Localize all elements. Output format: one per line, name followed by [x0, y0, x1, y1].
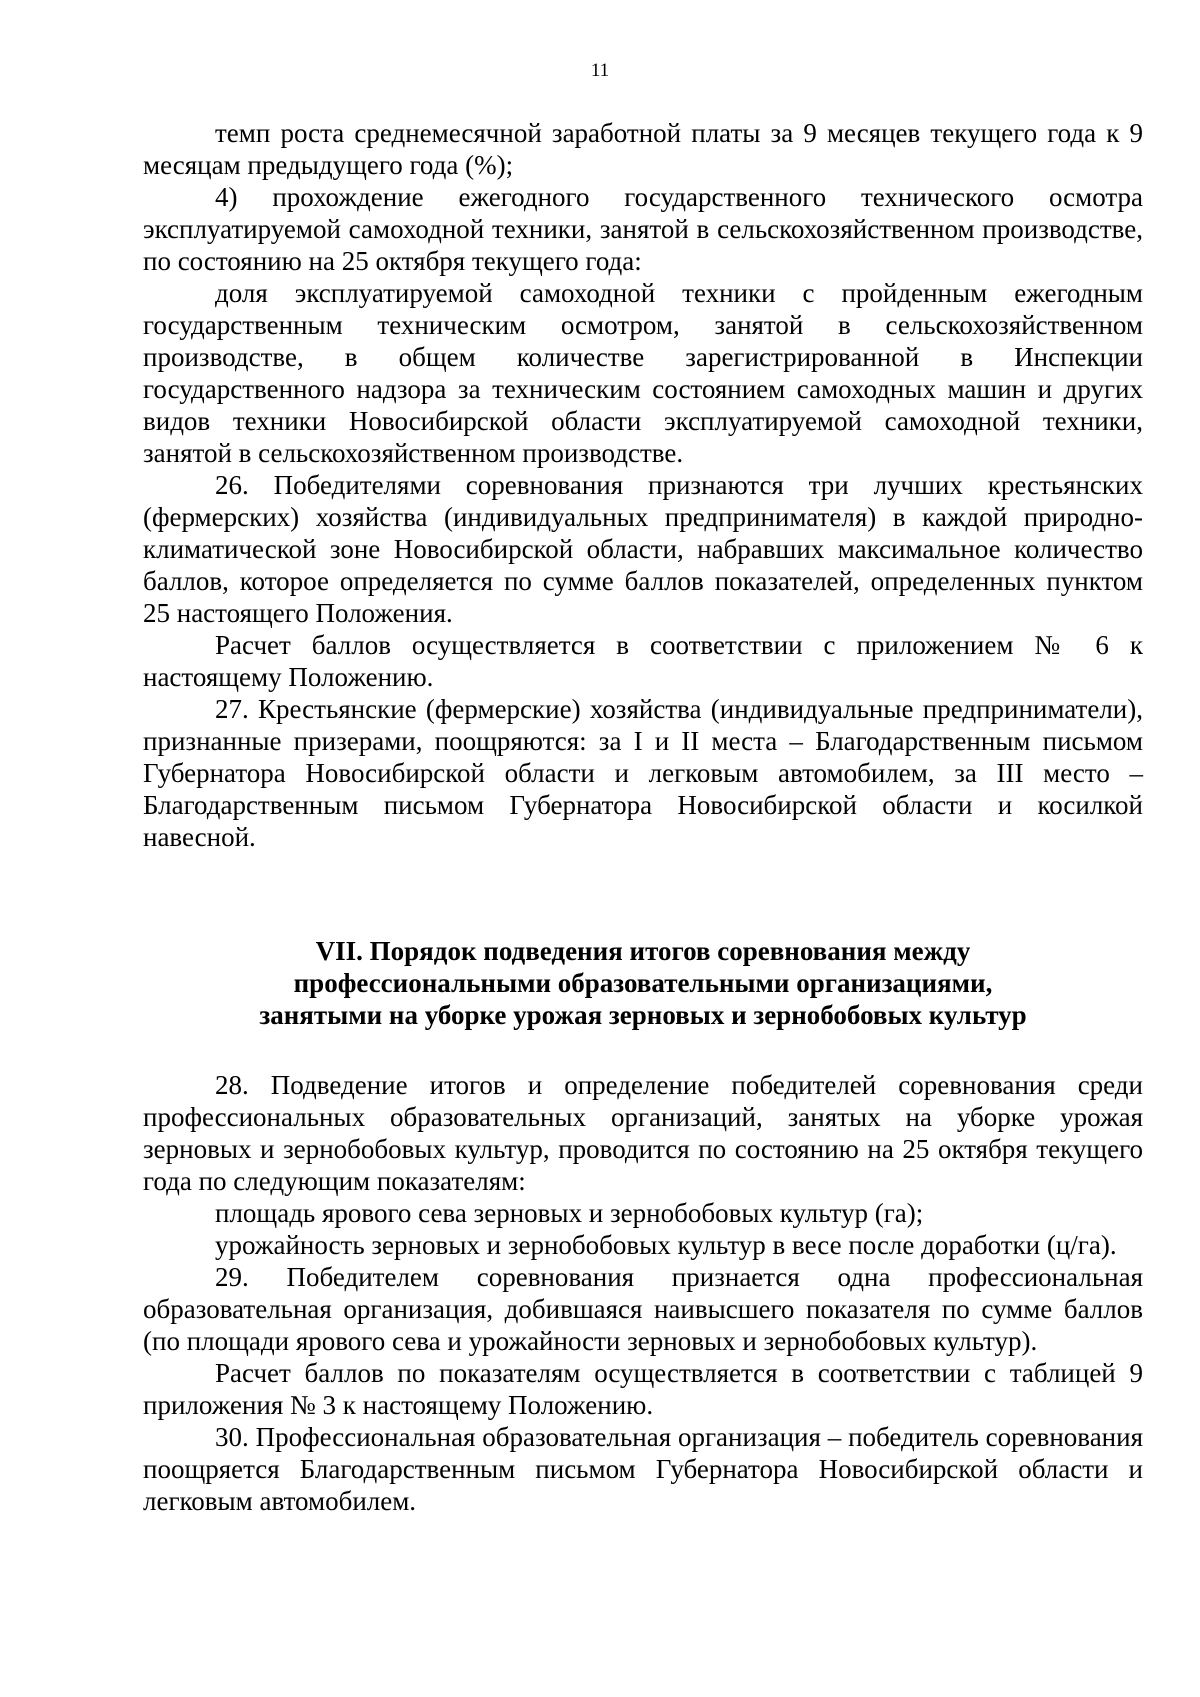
paragraph-points-calc-table-9: Расчет баллов по показателям осуществляется в соответствии с таблицей 9 приложения № 3 к настоящему Положению.: [143, 1358, 1143, 1420]
document-body: [143, 117, 1143, 1517]
paragraph-share-definition: доля эксплуатируемой самоходной техники с пройденным ежегодным государственным техническим осмотром, занятой в сельскохозяйственном производстве, в общем количестве зарегистрированной в Инспекции государственного надзора за техническим состоянием самоходных машин и других видов техники Новосибирской области эксплуатируемой самоходной техники, занятой в сельскохозяйственном производстве.: [143, 278, 1143, 468]
paragraph-indicator-yield: урожайность зерновых и зернобобовых культур в весе после доработки (ц/га).: [215, 1230, 1117, 1260]
section-heading-line: занятыми на уборке урожая зерновых и зернобобовых культур: [259, 1000, 1027, 1030]
page-number: 11: [590, 60, 610, 81]
paragraph-26: 26. Победителями соревнования признаются три лучших крестьянских (фермерских) хозяйства (индивидуальных предпринимателя) в каждой природно-климатической зоне Новосибирской области, набравших максимальное количество баллов, которое определяется по сумме баллов показателей, определенных пунктом 25 настоящего Положения.: [143, 470, 1143, 628]
paragraph-indicator-area: площадь ярового сева зерновых и зернобобовых культур (га);: [215, 1198, 924, 1228]
paragraph-29: 29. Победителем соревнования признается одна профессиональная образовательная организация, добившаяся наивысшего показателя по сумме баллов (по площади ярового сева и урожайности зерновых и зернобобовых культур).: [143, 1262, 1143, 1356]
section-heading-vii: [143, 935, 1143, 1031]
paragraph-30: 30. Профессиональная образовательная организация – победитель соревнования поощряется Благодарственным письмом Губернатора Новосибирской области и легковым автомобилем.: [143, 1422, 1143, 1516]
paragraph-growth-rate: темп роста среднемесячной заработной платы за 9 месяцев текущего года к 9 месяцам предыдущего года (%);: [143, 118, 1143, 180]
section-heading-line: профессиональными образовательными организациями,: [293, 968, 993, 998]
paragraph-27: 27. Крестьянские (фермерские) хозяйства (индивидуальные предприниматели), признанные призерами, поощряются: за I и II места – Благодарственным письмом Губернатора Новосибирской области и легковым автомобилем, за III место – Благодарственным письмом Губернатора Новосибирской области и косилкой навесной.: [143, 694, 1143, 852]
paragraph-28: 28. Подведение итогов и определение победителей соревнования среди профессиональных образовательных организаций, занятых на уборке урожая зерновых и зернобобовых культур, проводится по состоянию на 25 октября текущего года по следующим показателям:: [143, 1070, 1143, 1196]
paragraph-points-calc-appendix-6: Расчет баллов осуществляется в соответствии с приложением № 6 к настоящему Положению.: [143, 630, 1143, 692]
paragraph-item-4: 4) прохождение ежегодного государственного технического осмотра эксплуатируемой самоходной техники, занятой в сельскохозяйственном производстве, по состоянию на 25 октября текущего года:: [143, 182, 1143, 276]
section-heading-line: VII. Порядок подведения итогов соревнования между: [315, 936, 971, 966]
